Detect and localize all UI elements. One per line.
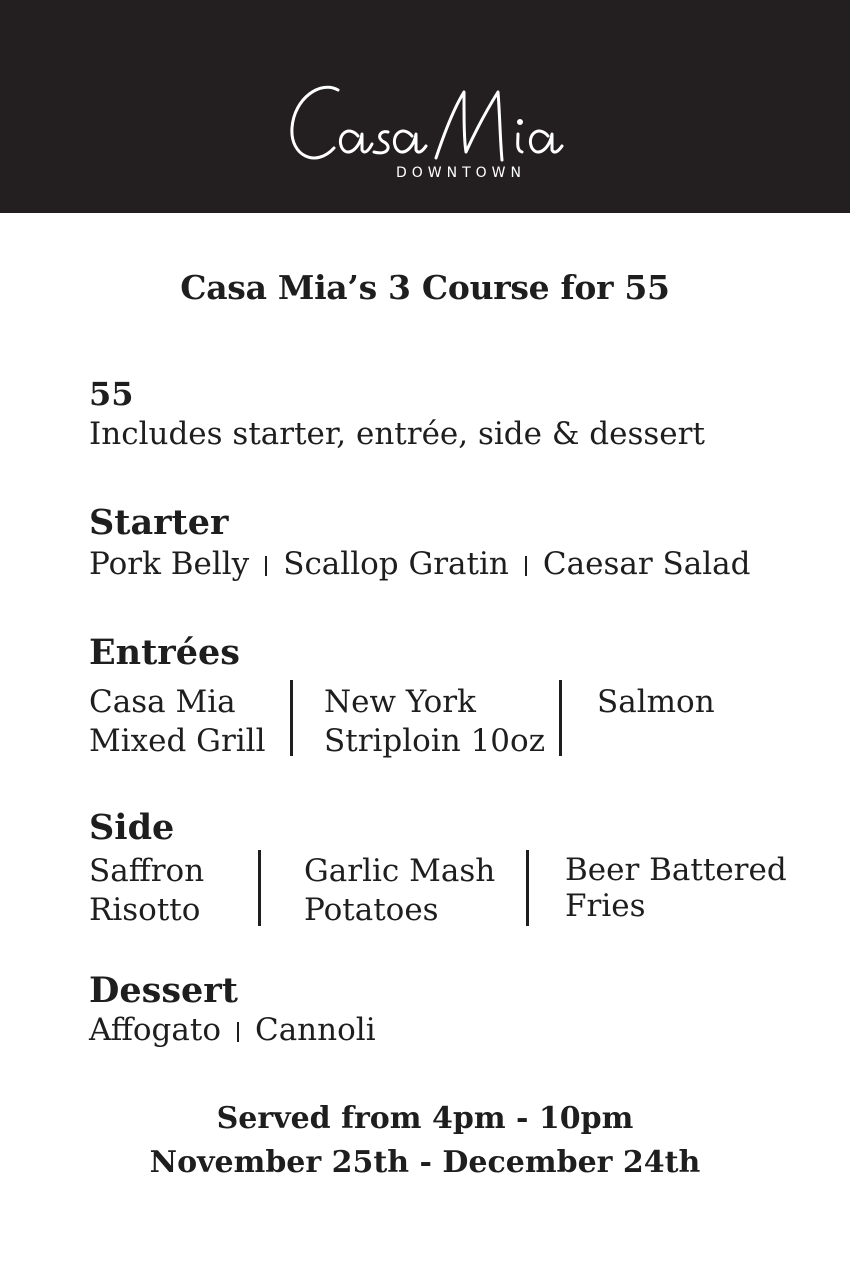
menu-title: Casa Mia’s 3 Course for 55 — [180, 268, 670, 307]
entree-line: Mixed Grill — [89, 723, 266, 759]
entree-line: New York — [324, 684, 476, 720]
price-value: 55 — [89, 375, 134, 413]
header-banner — [0, 0, 850, 213]
side-line: Potatoes — [304, 892, 439, 928]
side-item — [89, 852, 204, 930]
side-line: Risotto — [89, 892, 201, 928]
entree-line: Striploin 10oz — [324, 723, 546, 759]
column-divider — [526, 850, 529, 926]
column-divider — [258, 850, 261, 926]
dessert-heading: Dessert — [89, 970, 238, 1011]
side-line: Fries — [565, 888, 646, 924]
side-item — [565, 852, 787, 924]
column-divider — [290, 680, 293, 756]
entree-item — [324, 683, 545, 761]
side-heading: Side — [89, 807, 175, 848]
service-dates: November 25th - December 24th — [149, 1145, 701, 1180]
side-item — [304, 852, 495, 930]
separator — [237, 1022, 239, 1042]
entree-line: Casa Mia — [89, 684, 236, 720]
column-divider — [559, 680, 562, 756]
starter-item: Scallop Gratin — [283, 546, 509, 582]
side-line: Garlic Mash — [304, 853, 496, 889]
logo-subtitle: DOWNTOWN — [395, 165, 526, 181]
starter-heading: Starter — [89, 502, 229, 543]
starter-item: Pork Belly — [89, 546, 250, 582]
dessert-items — [89, 1010, 376, 1050]
entree-item — [597, 683, 715, 722]
side-line: Beer Battered — [565, 852, 787, 888]
separator — [265, 556, 267, 576]
price-description: Includes starter, entrée, side & dessert — [89, 416, 705, 452]
side-line: Saffron — [89, 853, 205, 889]
logo-script — [286, 78, 566, 168]
starter-item: Caesar Salad — [542, 546, 751, 582]
entree-item — [89, 683, 266, 761]
service-hours: Served from 4pm - 10pm — [216, 1101, 634, 1136]
casa-mia-logo — [0, 0, 850, 213]
dessert-item: Affogato — [89, 1012, 221, 1048]
entree-line: Salmon — [597, 684, 715, 720]
starter-items — [89, 544, 750, 584]
entrees-heading: Entrées — [89, 632, 240, 673]
separator — [525, 556, 527, 576]
dessert-item: Cannoli — [254, 1012, 376, 1048]
